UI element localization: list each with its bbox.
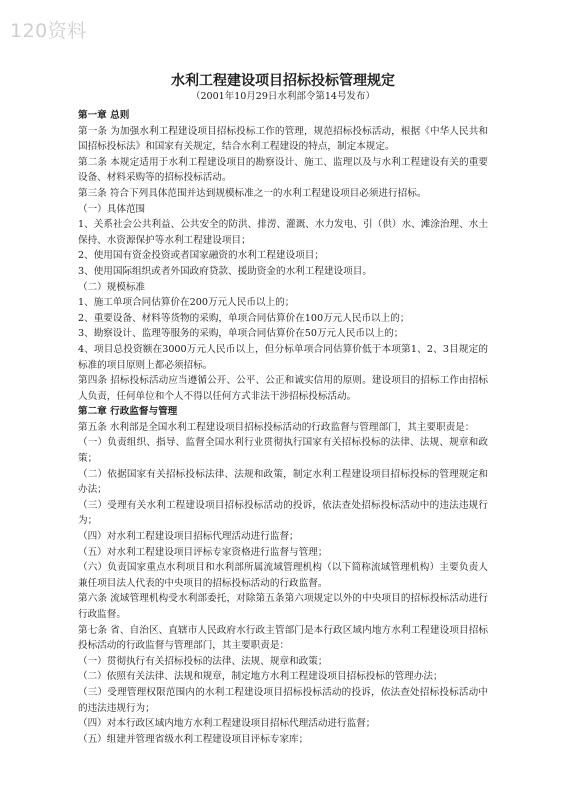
paragraph: 1、施工单项合同估算价在200万元人民币以上的；	[78, 297, 295, 309]
document-title: 水利工程建设项目招标投标管理规定	[171, 73, 395, 89]
paragraph: 4、项目总投资额在3000万元人民币以上，但分标单项合同估算价低于本项第1、2、3目规定的标准的项目原则上都必须招标。	[78, 343, 488, 371]
paragraph: （五）对水利工程建设项目评标专家资格进行监督与管理；	[78, 546, 328, 558]
paragraph: （三）受理有关水利工程建设项目招标投标活动的投诉，依法查处招标投标活动中的违法违规行为；	[78, 499, 488, 527]
paragraph: 3、使用国际组织或者外国政府贷款、援助资金的水利工程建设项目。	[78, 265, 372, 277]
paragraph: 第六条 流域管理机构受水利部委托，对除第五条第六项规定以外的中央项目的招标投标活动进行行政监督。	[78, 593, 488, 620]
paragraph: （五）组建并管理省级水利工程建设项目评标专家库；	[78, 733, 309, 745]
paragraph: （二）依据国家有关招标投标法律、法规和政策，制定水利工程建设项目招标投标的管理规定和办法；	[78, 468, 488, 496]
paragraph: （二）规模标准	[78, 281, 146, 293]
paragraph: 第五条 水利部是全国水利工程建设项目招标投标活动的行政监督与管理部门，其主要职责是：	[78, 421, 475, 433]
document-page	[78, 72, 488, 747]
paragraph: （四）对本行政区域内地方水利工程建设项目招标代理活动进行监督；	[78, 718, 376, 730]
paragraph: 第一条 为加强水利工程建设项目招标投标工作的管理，规范招标投标活动，根据《中华人民共和国招标投标法》和国家有关规定，结合水利工程建设的特点，制定本规定。	[78, 125, 488, 153]
paragraph: （一）贯彻执行有关招标投标的法律、法规、规章和政策；	[78, 655, 328, 667]
paragraph: 1、关系社会公共利益、公共安全的防洪、排涝、灌溉、水力发电、引（供）水、滩涂治理、水土保持、水资源保护等水利工程建设项目；	[78, 219, 488, 246]
paragraph: （二）依照有关法律、法规和规章，制定地方水利工程建设项目招标投标的管理办法；	[78, 671, 443, 683]
paragraph: （四）对水利工程建设项目招标代理活动进行监督；	[78, 531, 299, 543]
paragraph: 第七条 省、自治区、直辖市人民政府水行政主管部门是本行政区域内地方水利工程建设项目招标投标活动的行政监督与管理部门，其主要职责是：	[78, 624, 488, 652]
watermark-logo: 120资料	[10, 20, 87, 42]
paragraph: 2、使用国有资金投资或者国家融资的水利工程建设项目；	[78, 250, 324, 262]
paragraph: 第二条 本规定适用于水利工程建设项目的勘察设计、施工、监理以及与水利工程建设有关的重要设备、材料采购等的招标投标活动。	[78, 156, 488, 184]
paragraph: （六）负责国家重点水利项目和水利部所属流域管理机构（以下简称流域管理机构）主要负责人兼任项目法人代表的中央项目的招标投标活动的行政监督。	[78, 562, 488, 589]
document-body	[78, 108, 488, 747]
paragraph: 3、勘察设计、监理等服务的采购，单项合同估算价在50万元人民币以上的；	[78, 328, 404, 340]
paragraph: （三）受理管理权限范围内的水利工程建设项目招标投标活动的投诉，依法查处招标投标活动中的违法违规行为；	[78, 686, 488, 714]
document-subtitle: （2001年10月29日水利部令第14号发布）	[191, 91, 375, 102]
paragraph: （一）具体范围	[78, 203, 146, 215]
paragraph: （一）负责组织、指导、监督全国水利行业贯彻执行国家有关招标投标的法律、法规、规章和政策；	[78, 437, 488, 465]
paragraph: 第三条 符合下列具体范围并达到规模标准之一的水利工程建设项目必须进行招标。	[78, 187, 427, 199]
paragraph: 第四条 招标投标活动应当遵循公开、公平、公正和诚实信用的原则。建设项目的招标工作由招标人负责，任何单位和个人不得以任何方式非法干涉招标投标活动。	[78, 375, 488, 402]
chapter-heading: 第二章 行政监督与管理	[78, 406, 178, 418]
paragraph: 2、重要设备、材料等货物的采购，单项合同估算价在100万元人民币以上的；	[78, 312, 410, 324]
chapter-heading: 第一章 总则	[78, 110, 130, 121]
